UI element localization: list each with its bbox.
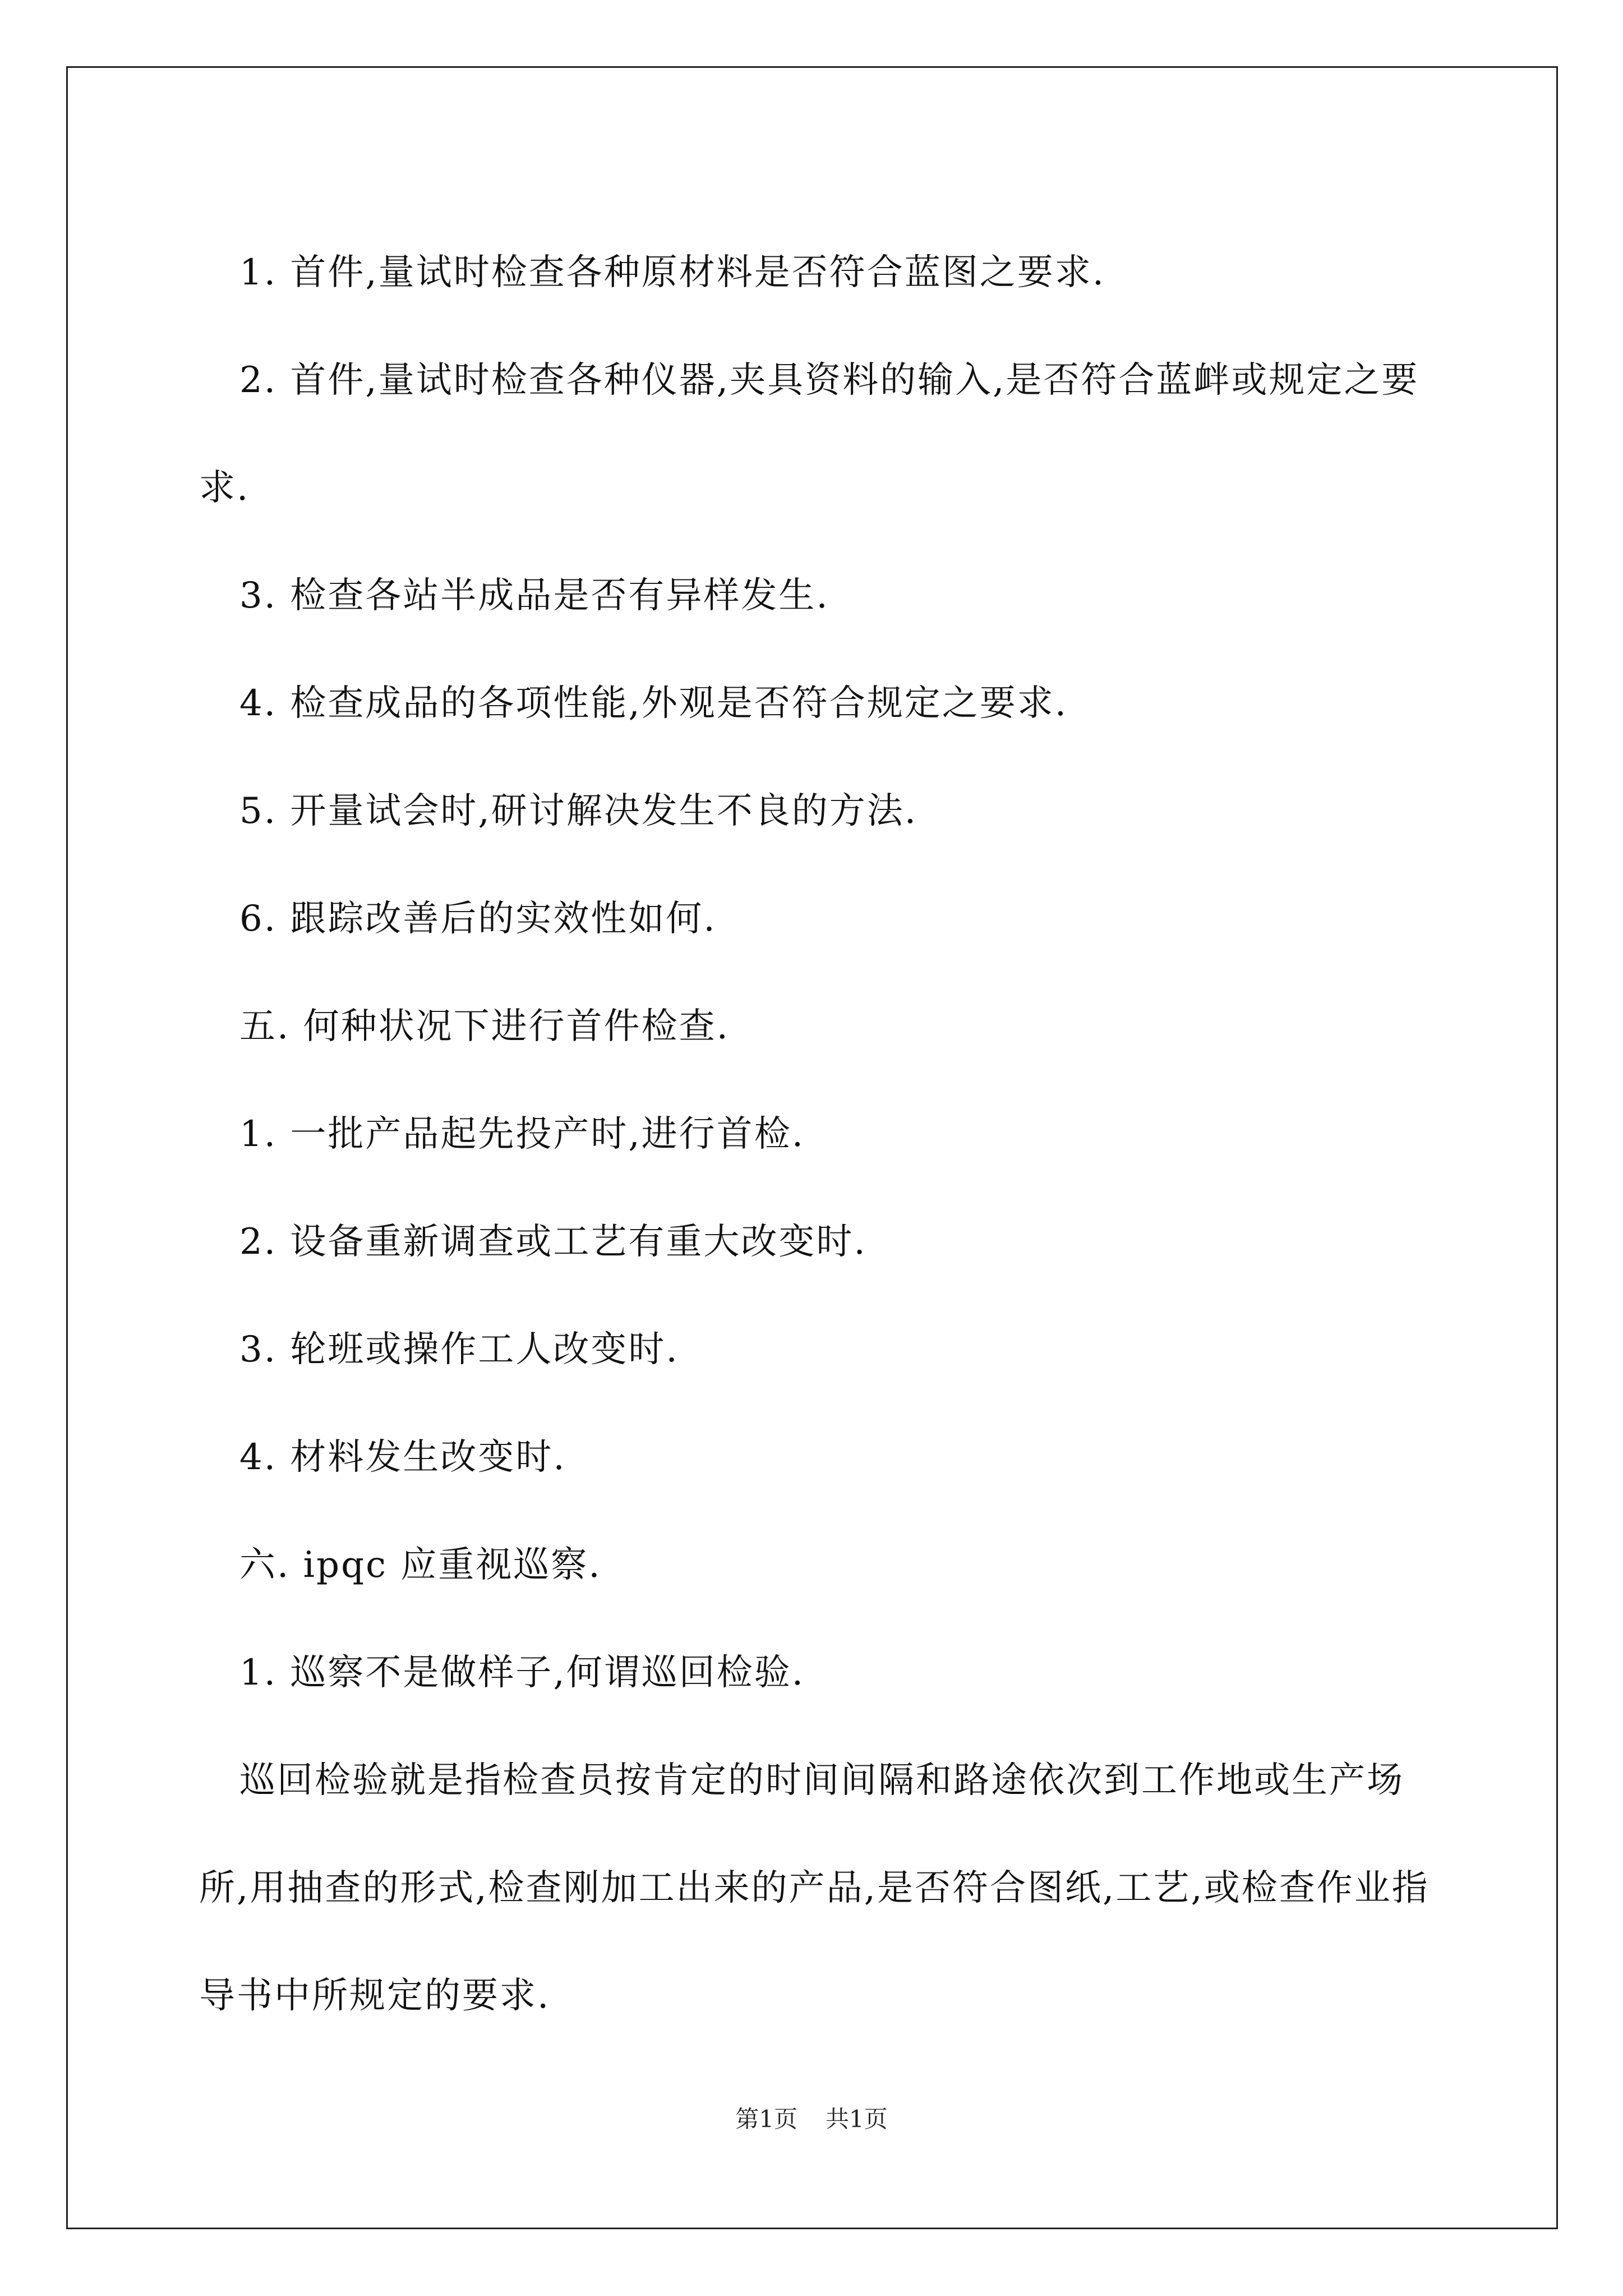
page-number: 第1页	[735, 2105, 797, 2133]
section-heading-5: 五. 何种状况下进行首件检查.	[239, 1006, 730, 1047]
paragraph-11: 4. 材料发生改变时.	[239, 1437, 566, 1478]
page-total: 共1页	[826, 2105, 888, 2133]
paragraph-2: 2. 首件,量试时检查各种仪器,夹具资料的输入,是否符合蓝衅或规定之要求.	[199, 360, 1419, 509]
paragraph-8: 1. 一批产品起先投产时,进行首检.	[239, 1114, 805, 1155]
paragraph-1: 1. 首件,量试时检查各种原材料是否符合蓝图之要求.	[239, 252, 1106, 293]
paragraph-5: 5. 开量试会时,研讨解决发生不良的方法.	[239, 790, 918, 832]
paragraph-4: 4. 检查成品的各项性能,外观是否符合规定之要求.	[239, 683, 1068, 724]
paragraph-3: 3. 检查各站半成品是否有异样发生.	[239, 575, 829, 616]
page-footer	[0, 2101, 1623, 2134]
paragraph-14: 巡回检验就是指检查员按肯定的时间间隔和路途依次到工作地或生产场所,用抽查的形式,检查刚加工出来的产品,是否符合图纸,工艺,或检查作业指导书中所规定的要求.	[199, 1760, 1430, 2017]
section-heading-6: 六. ipqc 应重视巡察.	[239, 1544, 602, 1586]
paragraph-9: 2. 设备重新调查或工艺有重大改变时.	[239, 1221, 867, 1263]
document-body	[199, 219, 1444, 2050]
paragraph-13: 1. 巡察不是做样子,何谓巡回检验.	[239, 1652, 805, 1694]
paragraph-10: 3. 轮班或操作工人改变时.	[239, 1329, 679, 1370]
paragraph-6: 6. 跟踪改善后的实效性如何.	[239, 898, 717, 940]
